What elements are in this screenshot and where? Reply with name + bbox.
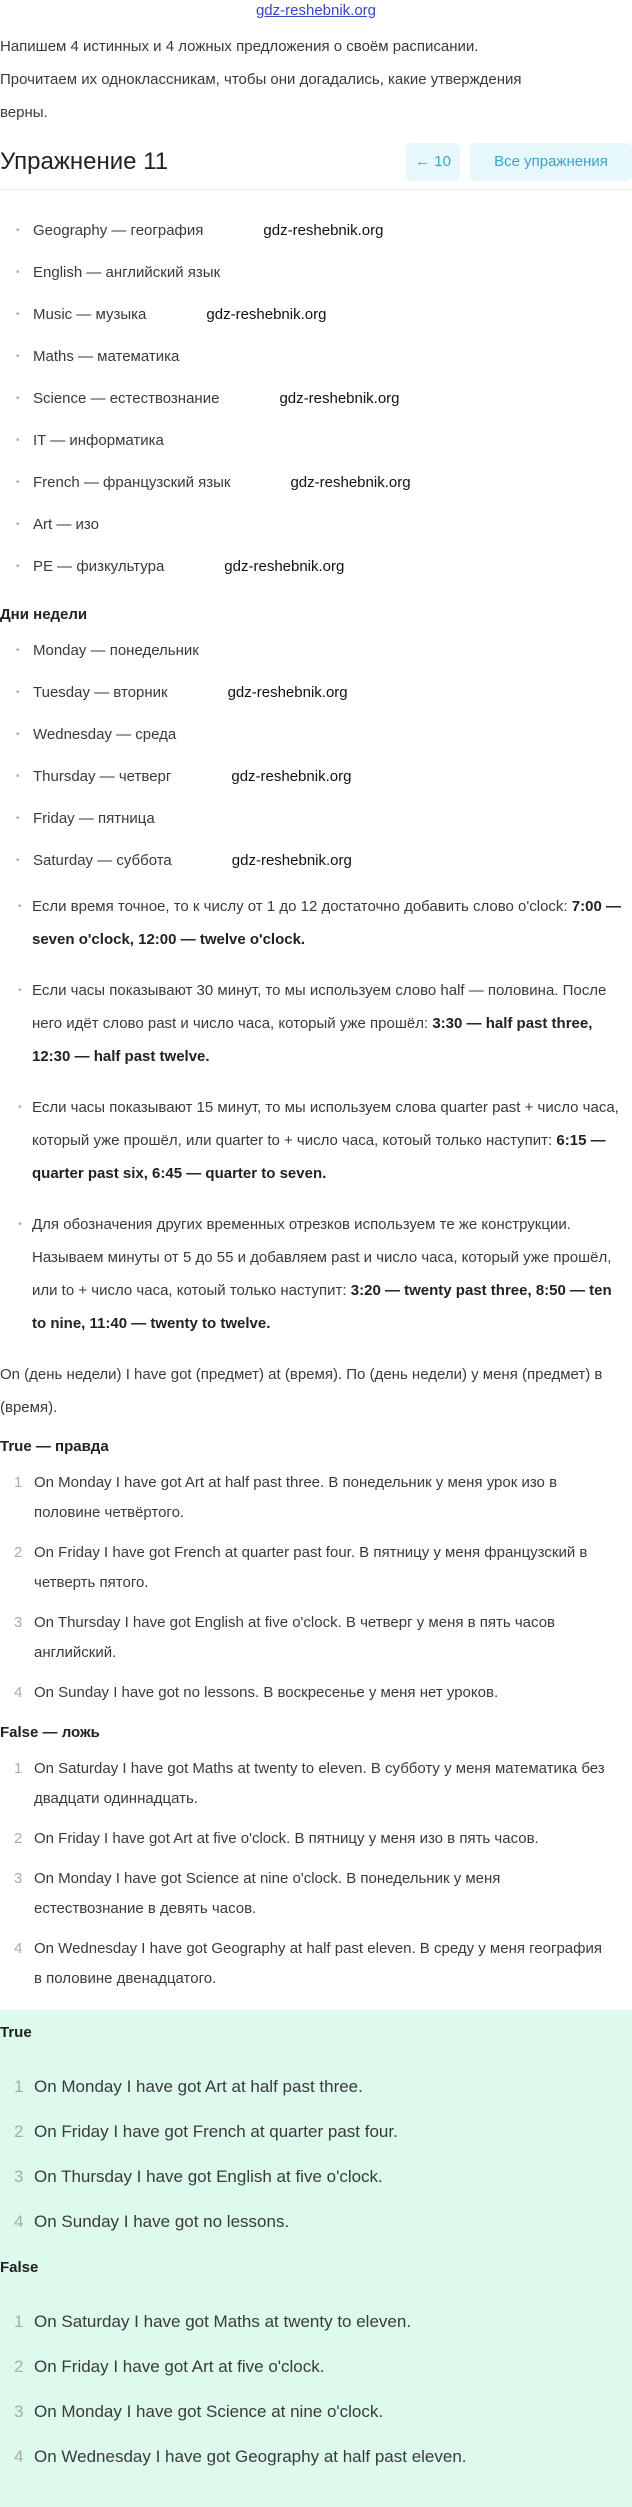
false-item: 3 On Monday I have got Science at nine o'clock. В понедельник у меня естествознание в девять часов. xyxy=(14,1870,501,1917)
true-item: 3 On Thursday I have got English at five o'clock. В четверг у меня в пять часов английский. xyxy=(14,1614,556,1661)
true-item: 1 On Monday I have got Art at half past three. В понедельник у меня урок изо в половине четвёртого. xyxy=(14,1474,558,1521)
answer-false-item: 3 On Monday I have got Science at nine o'clock. xyxy=(14,2402,384,2421)
true-item: 4 On Sunday I have got no lessons. В воскресенье у меня нет уроков. xyxy=(14,1684,499,1701)
rule-item: • Если часы показывают 15 минут, то мы используем слова quarter past + число часа, который уже прошёл, или quarter to + число часа, котоый только наступит: 6:15 — quarter past six, 6:45 — quarter to seven. xyxy=(32,1091,628,1190)
answer-true-heading: True xyxy=(0,2024,32,2041)
subject-item: • Maths — математика xyxy=(18,336,632,378)
day-item: • Friday — пятница xyxy=(18,798,632,840)
true-item: 2 On Friday I have got French at quarter past four. В пятницу у меня французский в четверть пятого. xyxy=(14,1544,588,1591)
answer-true-item: 1 On Monday I have got Art at half past three. xyxy=(14,2077,363,2096)
intro-line-1: Напишем 4 истинных и 4 ложных предложения о своём расписании. xyxy=(0,38,479,55)
rule-item: • Для обозначения других временных отрезков используем те же конструкции. Называем минуты от 5 до 55 и добавляем past и число часа, который уже прошёл, или to + число часа, котоый только наступит: 3:20 — twenty past three, 8:50 — ten to nine, 11:40 — twenty to twelve. xyxy=(32,1208,628,1340)
true-heading: True — правда xyxy=(0,1438,109,1455)
subject-item: • English — английский язык xyxy=(18,252,632,294)
exercise-header xyxy=(0,135,632,190)
intro-line-3: верны. xyxy=(0,104,48,121)
days-list xyxy=(0,630,632,882)
watermark: gdz-reshebnik.org xyxy=(290,474,411,491)
watermark: gdz-reshebnik.org xyxy=(224,558,345,575)
subjects-list xyxy=(0,210,632,588)
sentence-pattern: On (день недели) I have got (предмет) at (время). По (день недели) у меня (предмет) в (время). xyxy=(0,1366,603,1416)
subject-item: • IT — информатика xyxy=(18,420,632,462)
page-title: Упражнение 11 xyxy=(0,148,169,175)
subject-item: • PE — физкультура gdz-reshebnik.org xyxy=(18,546,632,588)
rule-item: • Если время точное, то к числу от 1 до 12 достаточно добавить слово o'clock: 7:00 — seven o'clock, 12:00 — twelve o'clock. xyxy=(32,890,628,956)
subject-item: • Music — музыка gdz-reshebnik.org xyxy=(18,294,632,336)
answer-false-item: 1 On Saturday I have got Maths at twenty to eleven. xyxy=(14,2312,412,2331)
answer-false-item: 4 On Wednesday I have got Geography at half past eleven. xyxy=(14,2447,467,2466)
false-item: 4 On Wednesday I have got Geography at half past eleven. В среду у меня география в половине двенадцатого. xyxy=(14,1940,602,1987)
false-item: 1 On Saturday I have got Maths at twenty to eleven. В субботу у меня математика без двадцати одиннадцать. xyxy=(14,1760,605,1807)
days-heading: Дни недели xyxy=(0,606,88,623)
watermark: gdz-reshebnik.org xyxy=(263,222,384,239)
answer-false-item: 2 On Friday I have got Art at five o'clock. xyxy=(14,2357,325,2376)
day-item: • Monday — понедельник xyxy=(18,630,632,672)
day-item: • Saturday — суббота gdz-reshebnik.org xyxy=(18,840,632,882)
answer-true-item: 3 On Thursday I have got English at five o'clock. xyxy=(14,2167,383,2186)
false-item: 2 On Friday I have got Art at five o'clock. В пятницу у меня изо в пять часов. xyxy=(14,1830,539,1847)
false-heading: False — ложь xyxy=(0,1724,100,1741)
watermark: gdz-reshebnik.org xyxy=(231,852,352,869)
watermark: gdz-reshebnik.org xyxy=(227,684,348,701)
day-item: • Wednesday — среда xyxy=(18,714,632,756)
intro-line-2: Прочитаем их одноклассникам, чтобы они догадались, какие утверждения xyxy=(0,71,522,88)
subject-item: • French — французский язык gdz-reshebnik.org xyxy=(18,462,632,504)
watermark: gdz-reshebnik.org xyxy=(231,768,352,785)
subject-item: • Art — изо xyxy=(18,504,632,546)
day-item: • Tuesday — вторник gdz-reshebnik.org xyxy=(18,672,632,714)
answer-true-item: 4 On Sunday I have got no lessons. xyxy=(14,2212,290,2231)
day-item: • Thursday — четверг gdz-reshebnik.org xyxy=(18,756,632,798)
watermark: gdz-reshebnik.org xyxy=(279,390,400,407)
prev-exercise-button[interactable]: ← 10 xyxy=(406,143,460,181)
all-exercises-button[interactable]: Все упражнения xyxy=(470,143,632,181)
subject-item: • Geography — география gdz-reshebnik.org xyxy=(18,210,632,252)
site-logo[interactable]: gdz-reshebnik.org xyxy=(255,2,377,19)
subject-item: • Science — естествознание gdz-reshebnik.org xyxy=(18,378,632,420)
rule-item: • Если часы показывают 30 минут, то мы используем слово half — половина. После него идёт слово past и число часа, который уже прошёл: 3:30 — half past three, 12:30 — half past twelve. xyxy=(32,974,628,1073)
answer-true-item: 2 On Friday I have got French at quarter past four. xyxy=(14,2122,398,2141)
answer-false-heading: False xyxy=(0,2259,39,2276)
answer-box xyxy=(0,2010,632,2507)
watermark: gdz-reshebnik.org xyxy=(206,306,327,323)
